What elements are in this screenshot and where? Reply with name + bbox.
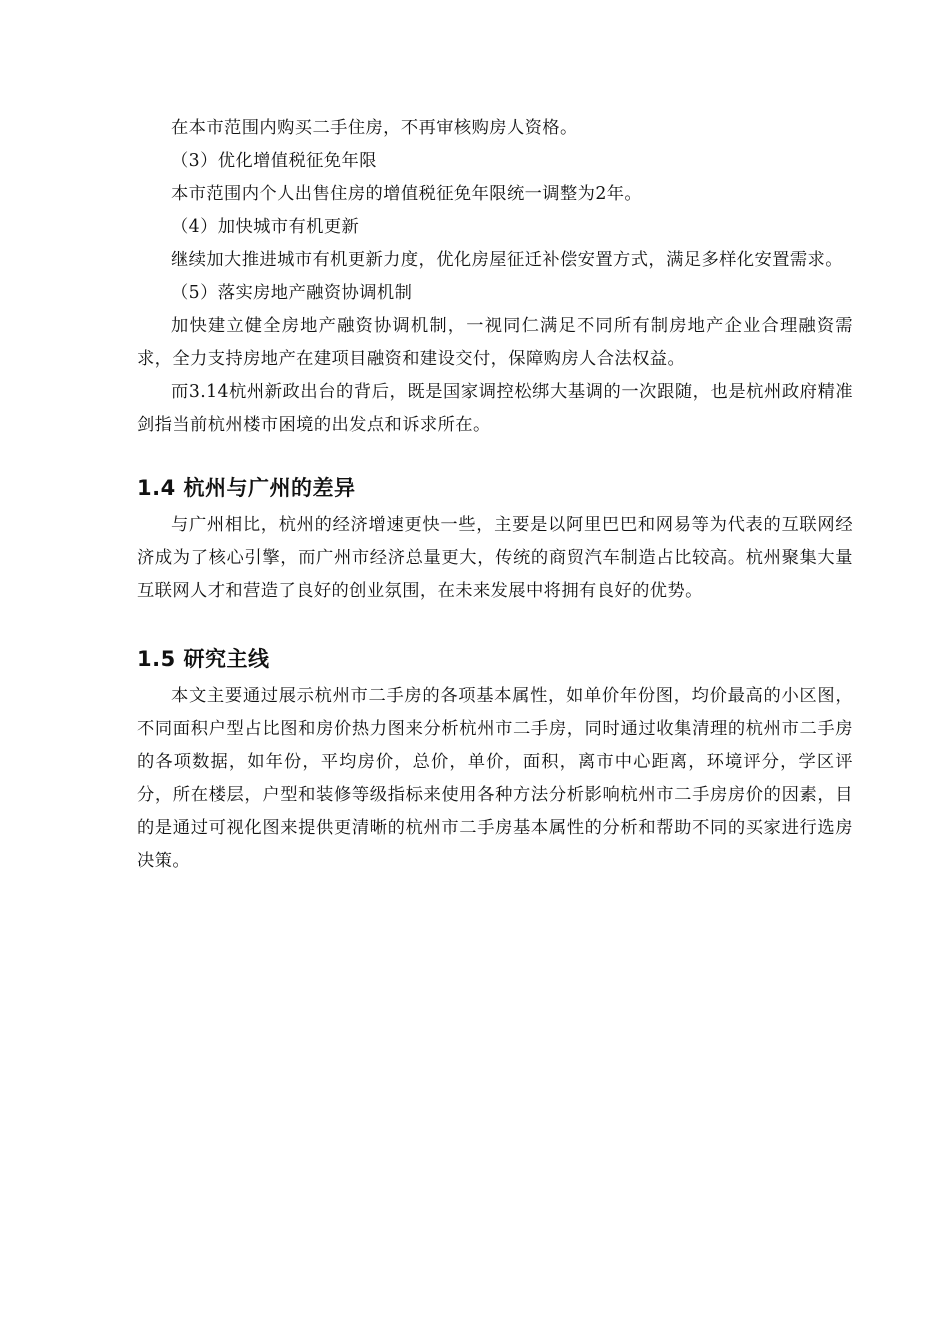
paragraph-vat: 本市范围内个人出售住房的增值税征免年限统一调整为2年。 [171, 184, 643, 204]
document-page [137, 112, 853, 878]
subheading-vat: （3）优化增值税征免年限 [171, 151, 377, 171]
section-heading-1-4: 1.4 杭州与广州的差异 [137, 476, 356, 500]
paragraph-policy-background: 而3.14杭州新政出台的背后，既是国家调控松绑大基调的一次跟随，也是杭州政府精准剑指当前杭州楼市困境的出发点和诉求所在。 [137, 382, 853, 435]
paragraph-urban-renewal: 继续加大推进城市有机更新力度，优化房屋征迁补偿安置方式，满足多样化安置需求。 [171, 250, 843, 270]
section-heading-1-5: 1.5 研究主线 [137, 647, 270, 671]
paragraph-hangzhou-guangzhou: 与广州相比，杭州的经济增速更快一些，主要是以阿里巴巴和网易等为代表的互联网经济成为了核心引擎，而广州市经济总量更大，传统的商贸汽车制造占比较高。杭州聚集大量互联网人才和营造了良好的创业氛围，在未来发展中将拥有良好的优势。 [137, 515, 853, 601]
subheading-urban-renewal: （4）加快城市有机更新 [171, 217, 360, 237]
paragraph-research-line: 本文主要通过展示杭州市二手房的各项基本属性，如单价年份图，均价最高的小区图，不同面积户型占比图和房价热力图来分析杭州市二手房，同时通过收集清理的杭州市二手房的各项数据，如年份，平均房价，总价，单价，面积，离市中心距离，环境评分，学区评分，所在楼层，户型和装修等级指标来使用各种方法分析影响杭州市二手房房价的因素，目的是通过可视化图来提供更清晰的杭州市二手房基本属性的分析和帮助不同的买家进行选房决策。 [137, 686, 853, 871]
paragraph-financing: 加快建立健全房地产融资协调机制，一视同仁满足不同所有制房地产企业合理融资需求，全力支持房地产在建项目融资和建设交付，保障购房人合法权益。 [137, 316, 853, 369]
paragraph-resale-housing: 在本市范围内购买二手住房，不再审核购房人资格。 [171, 118, 578, 138]
subheading-financing: （5）落实房地产融资协调机制 [171, 283, 413, 303]
